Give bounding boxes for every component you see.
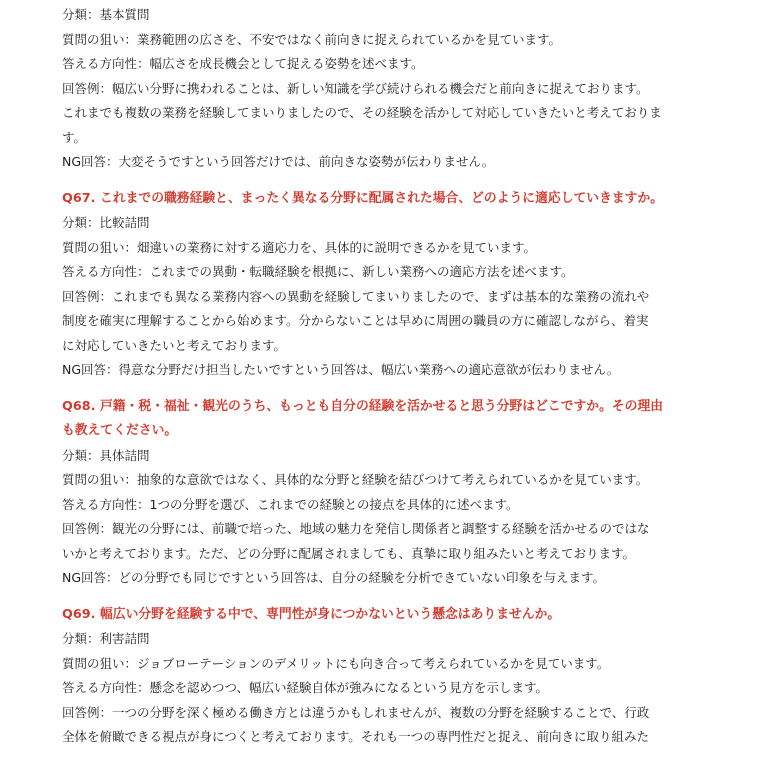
aim-line: 質問の狙い：抽象的な意欲ではなく、具体的な分野と経験を結びつけて考えられているかを見ています。 — [62, 472, 649, 487]
question-title: Q69. 幅広い分野を経験する中で、専門性が身につかないという懸念はありませんか。 — [62, 606, 561, 622]
question-title: Q68. 戸籍・税・福祉・観光のうち、もっとも自分の経験を活かせると思う分野はどこですか。その理由 — [62, 398, 664, 414]
direction-line: 答える方向性：これまでの異動・転職経験を根拠に、新しい業務への適応方法を述べます。 — [62, 264, 574, 279]
answer-line: 全体を俯瞰できる視点が身につくと考えております。それも一つの専門性だと捉え、前向きに取り組みた — [62, 729, 650, 744]
question-title-continued: も教えてください。 — [62, 423, 178, 438]
category-line: 分類：基本質問 — [62, 7, 150, 22]
answer-line: 回答例：幅広い分野に携われることは、新しい知識を学び続けられる機会だと前向きに捉えております。 — [62, 80, 649, 96]
answer-line: 回答例：一つの分野を深く極める働き方とは違うかもしれませんが、複数の分野を経験することで、行政 — [62, 704, 650, 720]
direction-line: 答える方向性：幅広さを成長機会として捉える姿勢を述べます。 — [62, 56, 424, 71]
question-title: Q67. これまでの職務経験と、まったく異なる分野に配属された場合、どのように適応していきますか。 — [62, 190, 664, 206]
answer-block-q66 — [62, 3, 712, 175]
aim-line: 質問の狙い：畑違いの業務に対する適応力を、具体的に説明できるかを見ています。 — [62, 239, 537, 255]
answer-line: に対応していきたいと考えております。 — [62, 337, 287, 353]
answer-line: 回答例：これまでも異なる業務内容への異動を経験してまいりましたので、まずは基本的な業務の流れや — [62, 288, 650, 304]
category-line: 分類：比較詰問 — [62, 215, 150, 230]
category-line: 分類：利害詰問 — [62, 631, 150, 646]
answer-line: いかと考えております。ただ、どの分野に配属されましても、真摯に取り組みたいと考えております。 — [62, 545, 636, 561]
question-block-q68 — [62, 395, 712, 591]
ng-line: NG回答：どの分野でも同じですという回答は、自分の経験を分析できていない印象を与えます。 — [62, 570, 606, 585]
question-block-q67 — [62, 187, 712, 383]
direction-line: 答える方向性：1つの分野を選び、これまでの経験との接点を具体的に述べます。 — [62, 496, 519, 512]
aim-line: 質問の狙い：業務範囲の広さを、不安ではなく前向きに捉えられているかを見ています。 — [62, 31, 562, 47]
aim-line: 質問の狙い：ジョブローテーションのデメリットにも向き合って考えられているかを見ています。 — [62, 655, 610, 671]
ng-line: NG回答：大変そうですという回答だけでは、前向きな姿勢が伝わりません。 — [62, 154, 495, 169]
category-line: 分類：具体詰問 — [62, 447, 150, 463]
answer-line: 回答例：観光の分野には、前職で培った、地域の魅力を発信し関係者と調整する経験を活かせるのではな — [62, 521, 650, 536]
ng-line: NG回答：得意な分野だけ担当したいですという回答は、幅広い業務への適応意欲が伝わりません。 — [62, 362, 620, 377]
answer-line: す。 — [62, 129, 87, 145]
answer-line: 制度を確実に理解することから始めます。分からないことは早めに周囲の職員の方に確認しながら、着実 — [62, 313, 649, 328]
question-block-q69 — [62, 603, 712, 750]
document-page — [62, 0, 712, 750]
answer-line: これまでも複数の業務を経験してまいりましたので、その経験を活かして対応していきたいと考えておりま — [62, 105, 662, 120]
direction-line: 答える方向性：懸念を認めつつ、幅広い経験自体が強みになるという見方を示します。 — [62, 680, 549, 695]
